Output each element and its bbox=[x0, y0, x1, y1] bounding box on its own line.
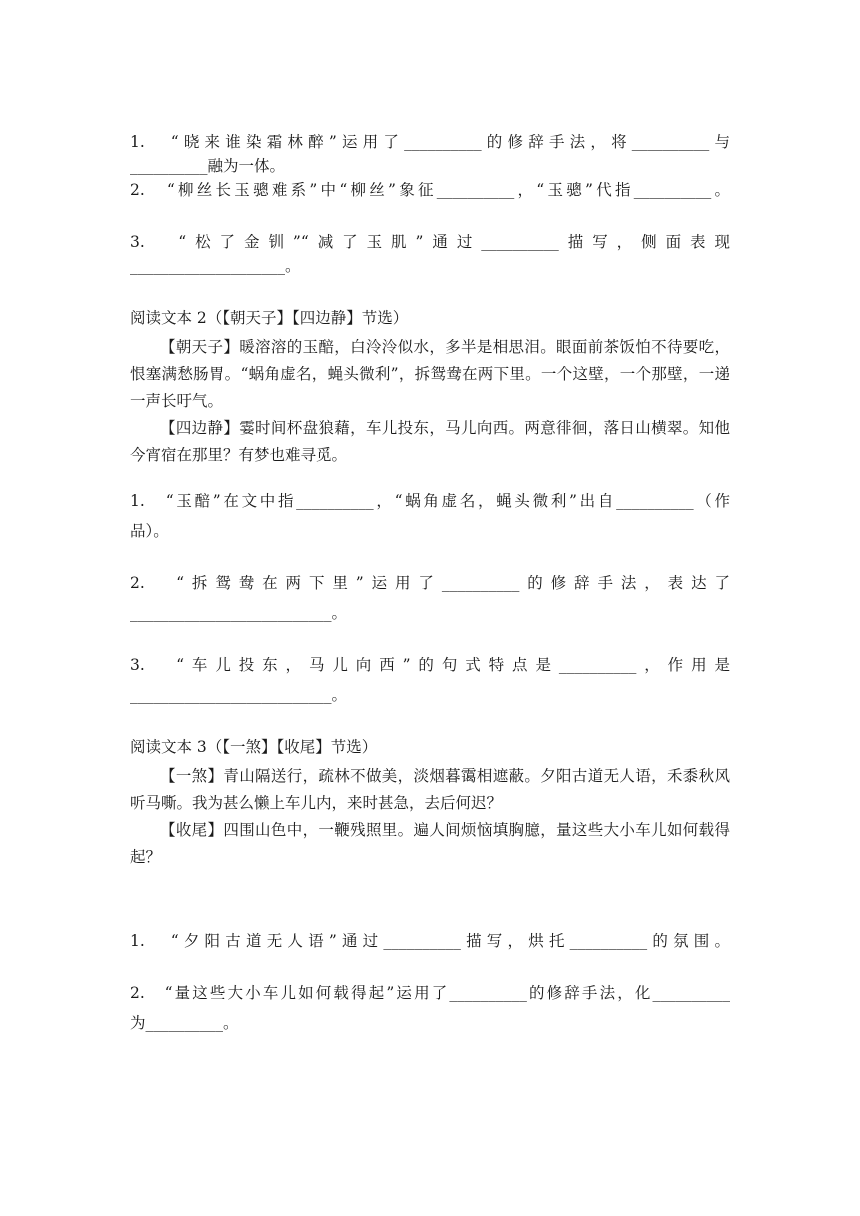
s3-heading: 阅读文本 3（【一煞】【收尾】节选） bbox=[130, 738, 378, 756]
s2-question-3-line2: __________________________。 bbox=[130, 686, 348, 704]
s2-passage-sibianjing: 【四边静】霎时间杯盘狼藉，车儿投东，马儿向西。两意徘徊，落日山横翠。知他今宵宿在那里？有梦也难寻觅。 bbox=[130, 419, 730, 464]
s2-question-1-line1: 1. “玉醅”在文中指__________，“蜗角虚名，蝇头微利”出自__________（作 bbox=[130, 492, 730, 510]
s3-question-1: 1. “夕阳古道无人语”通过__________描写，烘托__________的氛围。 bbox=[130, 932, 730, 950]
s1-question-1-line2: __________融为一体。 bbox=[130, 157, 286, 175]
worksheet-page bbox=[130, 130, 730, 1035]
s2-question-3-line1: 3. “车儿投东，马儿向西”的句式特点是__________，作用是 bbox=[130, 656, 730, 674]
s1-question-3-line1: 3. “松了金钏”“减了玉肌”通过__________描写，侧面表现 bbox=[130, 233, 730, 251]
s1-question-1-line1: 1. “晓来谁染霜林醉”运用了__________的修辞手法，将__________与 bbox=[130, 133, 730, 151]
s1-question-3-line2: ____________________。 bbox=[130, 257, 301, 275]
s1-question-2: 2. “柳丝长玉骢难系”中“柳丝”象征__________，“玉骢”代指__________。 bbox=[130, 181, 730, 199]
s2-question-1-line2: 品）。 bbox=[130, 522, 169, 540]
s3-question-2-line1: 2. “量这些大小车儿如何载得起”运用了__________的修辞手法，化__________ bbox=[130, 984, 730, 1002]
s3-question-2-line2: 为__________。 bbox=[130, 1014, 239, 1032]
s2-passage-chaotianzi: 【朝天子】暖溶溶的玉醅，白泠泠似水，多半是相思泪。眼面前茶饭怕不待要吃，恨塞满愁肠胃。“蜗角虚名，蝇头微利”，拆鸳鸯在两下里。一个这壁，一个那壁，一递一声长吁气。 bbox=[130, 338, 730, 410]
s3-passage-yisha: 【一煞】青山隔送行，疏林不做美，淡烟暮霭相遮蔽。夕阳古道无人语，禾黍秋风听马嘶。我为甚么懒上车儿内，来时甚急，去后何迟？ bbox=[130, 767, 730, 812]
s2-heading: 阅读文本 2（【朝天子】【四边静】节选） bbox=[130, 309, 409, 327]
s3-passage-shouwei: 【收尾】四围山色中，一鞭残照里。遍人间烦恼填胸臆，量这些大小车儿如何载得起？ bbox=[130, 821, 730, 866]
s2-question-2-line2: __________________________。 bbox=[130, 604, 348, 622]
s2-question-2-line1: 2. “拆鸳鸯在两下里”运用了__________的修辞手法，表达了 bbox=[130, 574, 730, 592]
